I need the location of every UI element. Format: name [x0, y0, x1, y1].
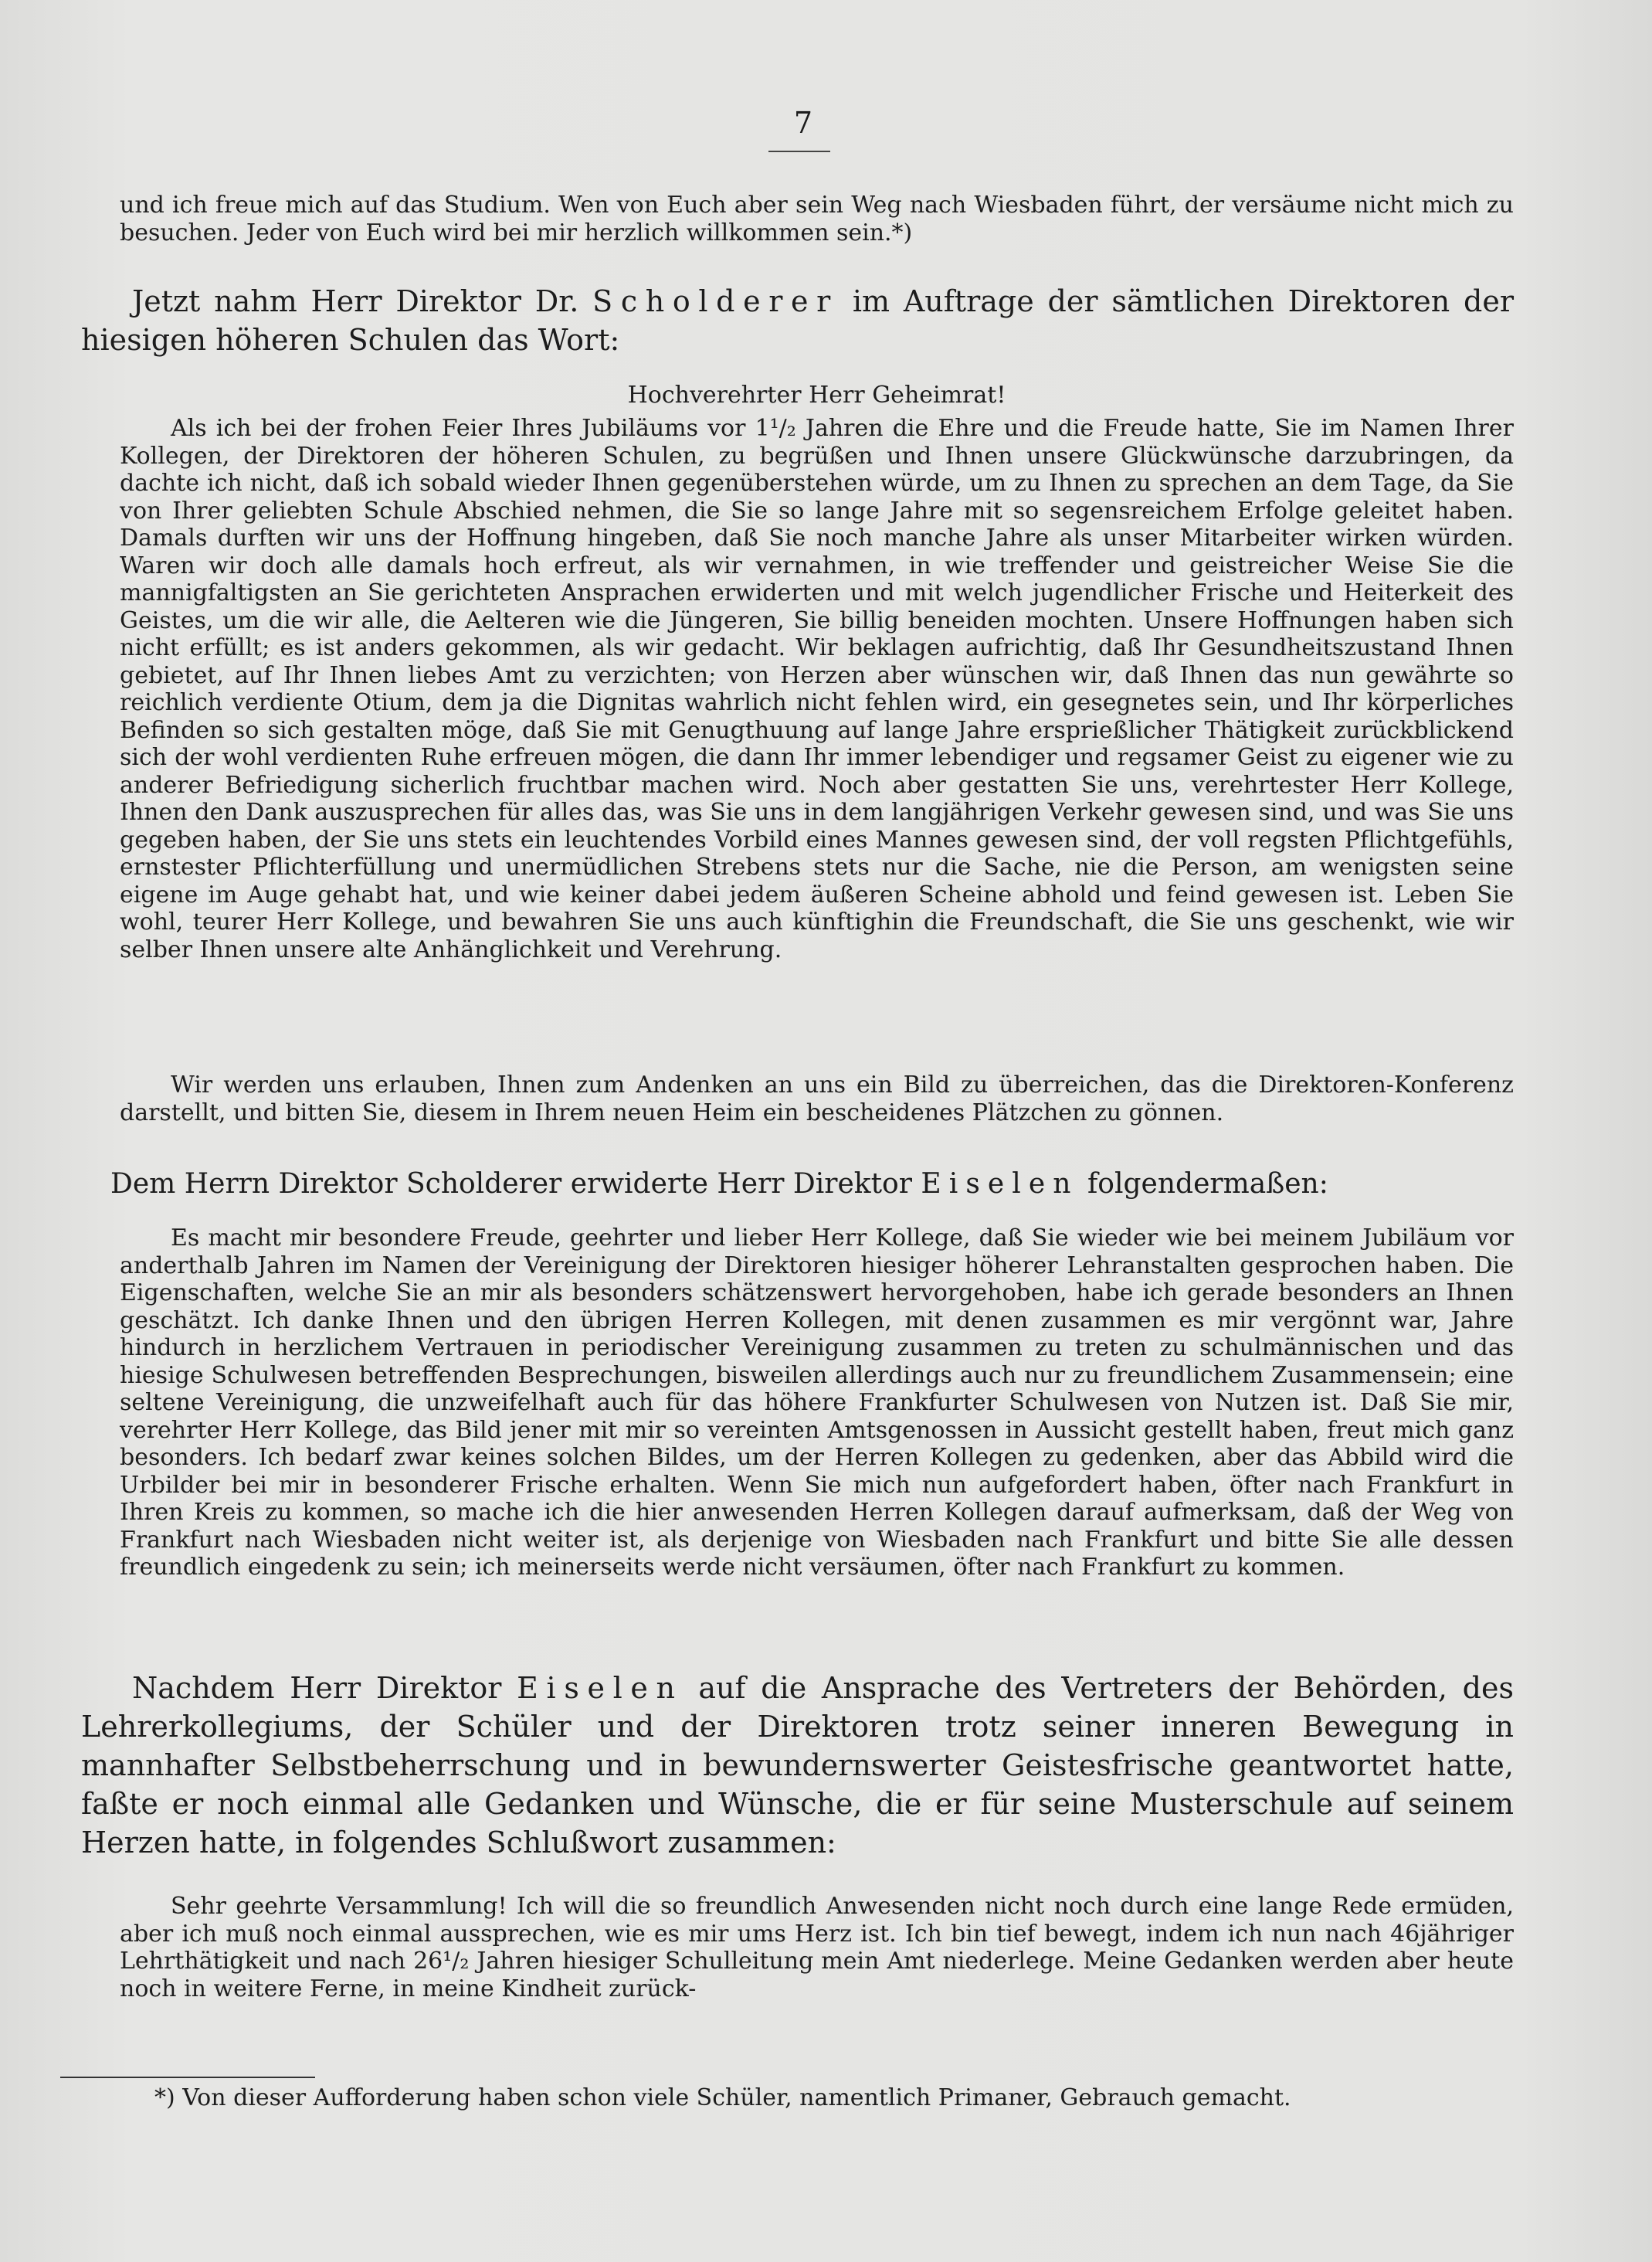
heading2-name: Eiselen: [921, 1168, 1079, 1200]
speech2-paragraph: [120, 1224, 1514, 1581]
salutation-text: Hochverehrter Herr Geheimrat!: [627, 382, 1006, 409]
speech1-paragraph1-text: Als ich bei der frohen Feier Ihres Jubiläums vor 1¹/₂ Jahren die Ehre und die Freude hatte, Sie im Namen Ihrer Kollegen, der Direktoren der höheren Schulen, zu begrüßen und Ihnen unsere Glückwünsche darzubringen, da dachte ich nicht, daß ich sobald wieder Ihnen gegenüberstehen würde, um zu Ihnen zu sprechen an dem Tage, da Sie von Ihrer geliebten Schule Abschied nehmen, die Sie so lange Jahre mit so segensreichem Erfolge geleitet haben. Damals durften wir uns der Hoffnung hingeben, daß Sie noch manche Jahre als unser Mitarbeiter wirken würden. Waren wir doch alle damals hoch erfreut, als wir vernahmen, in wie treffender und geistreicher Weise Sie die mannigfaltigsten an Sie gerichteten Ansprachen erwiderten und mit welch jugendlicher Frische und Heiterkeit des Geistes, um die wir alle, die Aelteren wie die Jüngeren, Sie billig beneiden mochten. Unsere Hoffnungen haben sich nicht erfüllt; es ist anders gekommen, als wir gedacht. Wir beklagen aufrichtig, daß Ihr Gesundheitszustand Ihnen gebietet, auf Ihr Ihnen liebes Amt zu verzichten; von Herzen aber wünschen wir, daß Ihnen das nun gewährte so reichlich verdiente Otium, dem ja die Dignitas wahrlich nicht fehlen wird, ein gesegnetes sein, und Ihr körperliches Befinden so sich gestalten möge, daß Sie mit Genugthuung auf lange Jahre ersprießlicher Thätigkeit zurückblickend sich der wohl verdienten Ruhe erfreuen mögen, die dann Ihr immer lebendiger und regsamer Geist zu eigener wie zu anderer Befriedigung sicherlich fruchtbar machen wird. Noch aber gestatten Sie uns, verehrtester Herr Kollege, Ihnen den Dank auszusprechen für alles das, was Sie uns in dem langjährigen Verkehr gewesen sind, und was Sie uns gegeben haben, der Sie uns stets ein leuchtendes Vorbild eines Mannes gewesen sind, der voll regsten Pflichtgefühls, ernstester Pflichterfüllung und unermüdlichen Strebens stets nur die Sache, nie die Person, am wenigsten seine eigene im Auge gehabt hat, und wie keiner dabei jedem äußeren Scheine abhold und feind gewesen ist. Leben Sie wohl, teurer Herr Kollege, und bewahren Sie uns auch künftighin die Freundschaft, die Sie uns geschenkt, wie wir selber Ihnen unsere alte Anhänglichkeit und Verehrung.: [120, 415, 1514, 963]
footnote-rule: [60, 2077, 315, 2078]
heading2-before: Dem Herrn Direktor Scholderer erwiderte Herr Direktor: [110, 1168, 921, 1200]
speech1-paragraph2: [120, 1072, 1514, 1126]
page-number-rule: [768, 151, 830, 152]
heading1-after: im Auftrage der sämtlichen Direktoren der hiesigen höheren Schulen das Wort:: [81, 284, 1515, 357]
page-number: 7: [793, 106, 813, 140]
heading-scholderer: [81, 282, 1514, 359]
heading1-before: Jetzt nahm Herr Direktor Dr.: [132, 284, 593, 318]
narrative-name: Eiselen: [517, 1671, 684, 1705]
narrative-paragraph: [81, 1669, 1514, 1862]
narrative-before: Nachdem Herr Direktor: [132, 1671, 517, 1705]
speech1-paragraph1: [120, 415, 1514, 963]
intro-paragraph: [120, 192, 1514, 246]
intro-text: und ich freue mich auf das Studium. Wen von Euch aber sein Weg nach Wiesbaden führt, der versäume nicht mich zu besuchen. Jeder von Euch wird bei mir herzlich willkommen sein.*): [120, 192, 1514, 246]
heading2-after: folgendermaßen:: [1078, 1168, 1328, 1200]
speech1-paragraph2-text: Wir werden uns erlauben, Ihnen zum Andenken an uns ein Bild zu überreichen, das die Direktoren-Konferenz darstellt, und bitten Sie, diesem in Ihrem neuen Heim ein bescheidenes Plätzchen zu gönnen.: [120, 1072, 1514, 1126]
closing-speech-text: Sehr geehrte Versammlung! Ich will die so freundlich Anwesenden nicht noch durch eine lange Rede ermüden, aber ich muß noch einmal aussprechen, wie es mir ums Herz ist. Ich bin tief bewegt, indem ich nun nach 46jähriger Lehrthätigkeit und nach 26¹/₂ Jahren hiesiger Schulleitung mein Amt niederlege. Meine Gedanken werden aber heute noch in weitere Ferne, in meine Kindheit zurück-: [120, 1893, 1514, 2002]
footnote: *) Von dieser Aufforderung haben schon viele Schüler, namentlich Primaner, Gebrauch gemacht.: [154, 2084, 1291, 2111]
narrative-after: auf die Ansprache des Vertreters der Behörden, des Lehrerkollegiums, der Schüler und der Direktoren trotz seiner inneren Bewegung in mannhafter Selbstbeherrschung und in bewundernswerter Geistesfrische geantwortet hatte, faßte er noch einmal alle Gedanken und Wünsche, die er für seine Musterschule auf seinem Herzen hatte, in folgendes Schlußwort zusammen:: [81, 1671, 1514, 1860]
speech1-salutation: [120, 382, 1514, 409]
heading1-name: Scholderer: [592, 284, 839, 318]
heading-eiselen-reply: [81, 1166, 1514, 1203]
closing-speech-paragraph: [120, 1893, 1514, 2002]
speech2-text: Es macht mir besondere Freude, geehrter und lieber Herr Kollege, daß Sie wieder wie bei meinem Jubiläum vor anderthalb Jahren im Namen der Vereinigung der Direktoren hiesiger höherer Lehranstalten gesprochen haben. Die Eigenschaften, welche Sie an mir als besonders schätzenswert hervorgehoben, habe ich gerade besonders an Ihnen geschätzt. Ich danke Ihnen und den übrigen Herren Kollegen, mit denen zusammen es mir vergönnt war, Jahre hindurch in herzlichem Vertrauen in periodischer Vereinigung zusammen zu treten zu schulmännischen und das hiesige Schulwesen betreffenden Besprechungen, bisweilen allerdings auch nur zu freundlichem Zusammensein; eine seltene Vereinigung, die unzweifelhaft auch für das höhere Frankfurter Schulwesen von Nutzen ist. Daß Sie mir, verehrter Herr Kollege, das Bild jener mit mir so vereinten Amtsgenossen in Aussicht gestellt haben, freut mich ganz besonders. Ich bedarf zwar keines solchen Bildes, um der Herren Kollegen zu gedenken, aber das Abbild wird die Urbilder bei mir in besonderer Frische erhalten. Wenn Sie mich nun aufgefordert haben, öfter nach Frankfurt in Ihren Kreis zu kommen, so mache ich die hier anwesenden Herren Kollegen darauf aufmerksam, daß der Weg von Frankfurt nach Wiesbaden nicht weiter ist, als derjenige von Wiesbaden nach Frankfurt und bitte Sie alle dessen freundlich eingedenk zu sein; ich meinerseits werde nicht versäumen, öfter nach Frankfurt zu kommen.: [120, 1224, 1514, 1581]
